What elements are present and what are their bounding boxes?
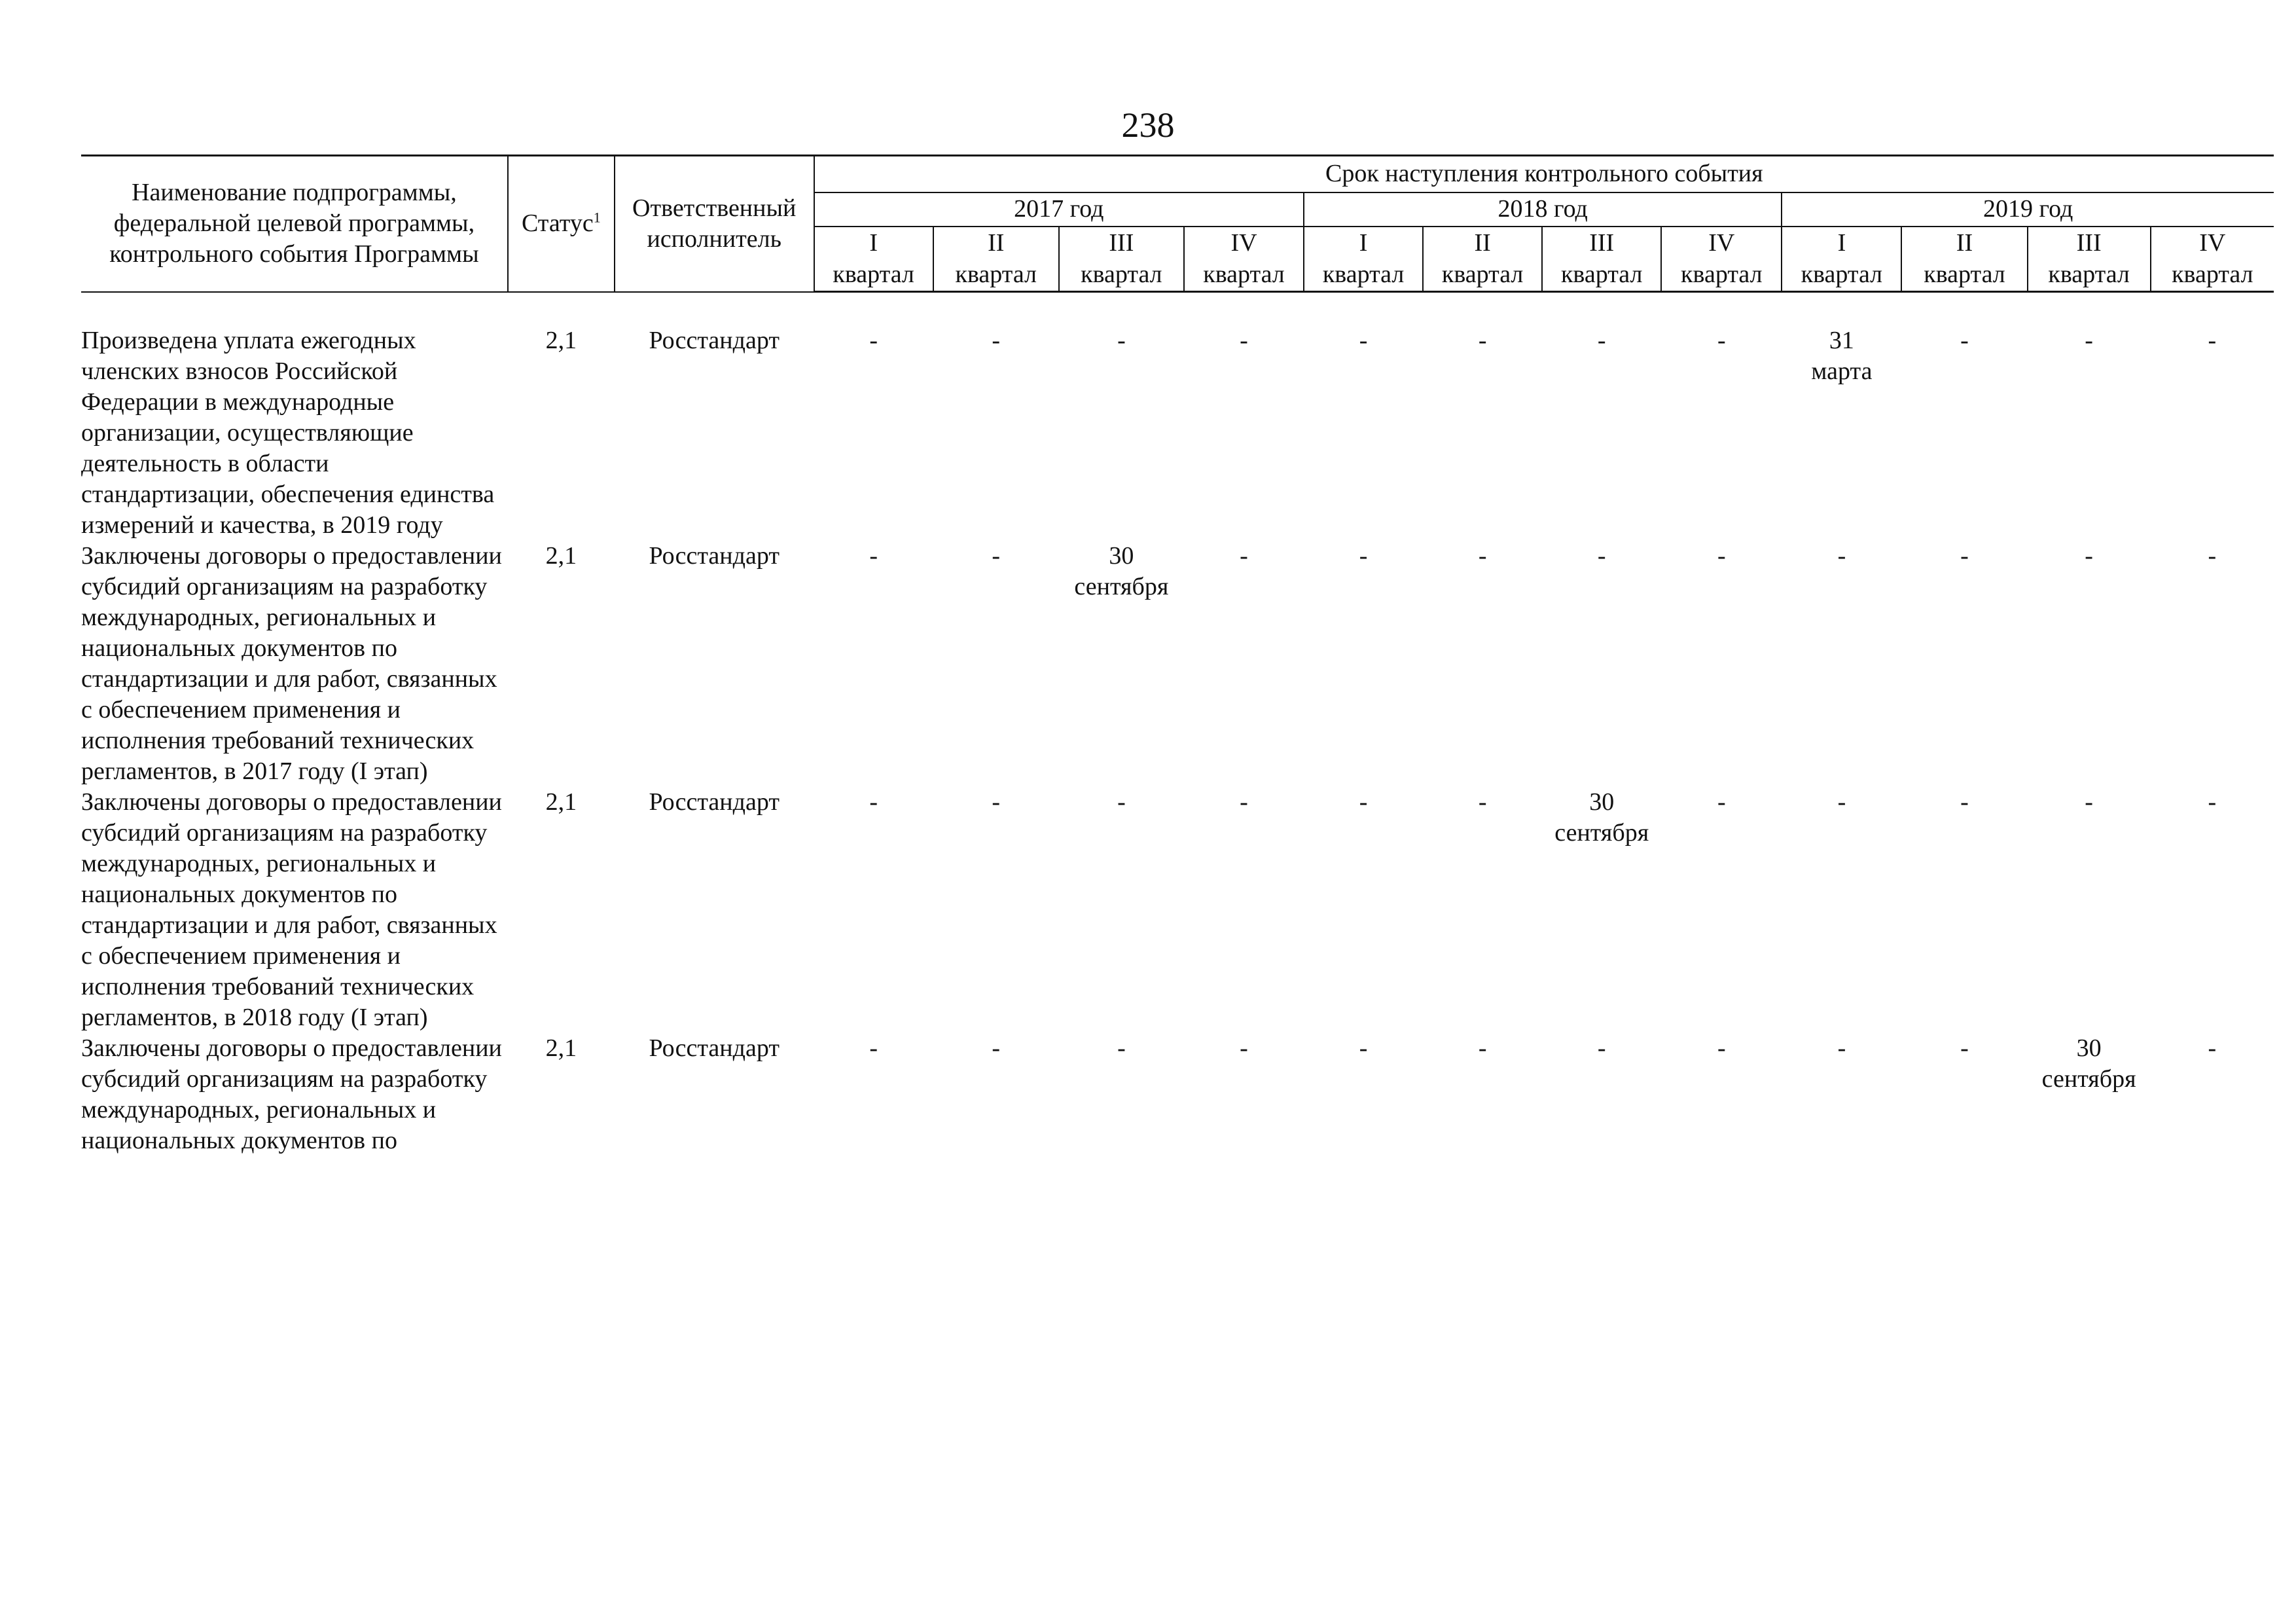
quarter-cell-2019-2: - bbox=[1960, 1034, 1969, 1062]
event-name-cell: Заключены договоры о предоставлении субсидий организациям на разработку международных, региональных и национальных документов по bbox=[81, 1034, 502, 1154]
table-row bbox=[81, 787, 2274, 1033]
status-cell: 2,1 bbox=[545, 542, 577, 570]
quarter-cell-2017-1: - bbox=[869, 1034, 878, 1062]
quarter-cell-2019-1: - bbox=[1837, 1034, 1846, 1062]
quarter-numeral-2018-3: III bbox=[1542, 227, 1661, 259]
table-row bbox=[81, 325, 2274, 541]
quarter-numeral-2018-4: IV bbox=[1661, 227, 1782, 259]
quarter-cell-2018-1: - bbox=[1359, 542, 1368, 570]
quarter-cell-2019-2: - bbox=[1960, 542, 1969, 570]
quarter-label-2018-1: квартал bbox=[1304, 259, 1423, 292]
quarter-numeral-2017-3: III bbox=[1059, 227, 1184, 259]
quarter-label-2017-1: квартал bbox=[814, 259, 933, 292]
quarter-numeral-2019-3: III bbox=[2028, 227, 2151, 259]
quarter-numeral-2017-4: IV bbox=[1184, 227, 1304, 259]
event-name-cell: Заключены договоры о предоставлении субсидий организациям на разработку международных, региональных и национальных документов по стандартизации и для работ, связанных с обеспечением применения и исполнения требований технических регламентов, в 2017 году (I этап) bbox=[81, 542, 502, 785]
header-executor-column: Ответственный исполнитель bbox=[615, 156, 814, 292]
quarter-cell-2017-4: - bbox=[1240, 1034, 1248, 1062]
quarter-label-2019-2: квартал bbox=[1901, 259, 2027, 292]
header-status-column bbox=[508, 156, 615, 292]
quarter-numeral-2017-1: I bbox=[814, 227, 933, 259]
status-cell: 2,1 bbox=[545, 327, 577, 354]
control-events-table bbox=[81, 155, 2274, 1156]
quarter-cell-2018-1: - bbox=[1359, 788, 1368, 816]
quarter-cell-2019-1: - bbox=[1837, 788, 1846, 816]
quarter-cell-2018-2: - bbox=[1478, 542, 1487, 570]
event-name-cell: Произведена уплата ежегодных членских взносов Российской Федерации в международные организации, осуществляющие деятельность в области стандартизации, обеспечения единства измерений и качества, в 2019 году bbox=[81, 327, 495, 539]
quarter-label-2017-2: квартал bbox=[933, 259, 1059, 292]
quarter-cell-2019-3: 30 сентября bbox=[2041, 1034, 2136, 1093]
quarter-label-2019-3: квартал bbox=[2028, 259, 2151, 292]
quarter-cell-2017-2: - bbox=[992, 542, 1001, 570]
header-year-2017: 2017 год bbox=[814, 192, 1304, 227]
quarter-cell-2018-3: - bbox=[1597, 327, 1606, 354]
header-year-2019: 2019 год bbox=[1782, 192, 2274, 227]
quarter-cell-2017-1: - bbox=[869, 542, 878, 570]
quarter-numeral-2017-2: II bbox=[933, 227, 1059, 259]
executor-cell: Росстандарт bbox=[649, 788, 780, 816]
quarter-cell-2019-3: - bbox=[2085, 542, 2093, 570]
quarter-cell-2019-2: - bbox=[1960, 788, 1969, 816]
table-row bbox=[81, 1033, 2274, 1156]
quarter-cell-2017-4: - bbox=[1240, 542, 1248, 570]
quarter-cell-2019-1: 31 марта bbox=[1811, 327, 1873, 385]
quarter-numeral-2019-2: II bbox=[1901, 227, 2027, 259]
quarter-cell-2017-2: - bbox=[992, 788, 1001, 816]
quarter-numeral-2018-1: I bbox=[1304, 227, 1423, 259]
quarter-cell-2018-1: - bbox=[1359, 327, 1368, 354]
quarter-cell-2017-1: - bbox=[869, 327, 878, 354]
table-row bbox=[81, 541, 2274, 787]
header-deadline-group: Срок наступления контрольного события bbox=[814, 156, 2274, 192]
executor-cell: Росстандарт bbox=[649, 327, 780, 354]
quarter-label-2019-1: квартал bbox=[1782, 259, 1901, 292]
quarter-cell-2018-1: - bbox=[1359, 1034, 1368, 1062]
quarter-cell-2019-4: - bbox=[2208, 788, 2217, 816]
header-year-2018: 2018 год bbox=[1304, 192, 1782, 227]
header-name-column: Наименование подпрограммы, федеральной целевой программы, контрольного события Программы bbox=[81, 156, 508, 292]
quarter-cell-2017-4: - bbox=[1240, 327, 1248, 354]
quarter-cell-2018-2: - bbox=[1478, 327, 1487, 354]
quarter-cell-2019-3: - bbox=[2085, 327, 2093, 354]
quarter-cell-2017-2: - bbox=[992, 1034, 1001, 1062]
table-spacer-row bbox=[81, 292, 2274, 326]
quarter-cell-2018-3: 30 сентября bbox=[1554, 788, 1649, 847]
status-cell: 2,1 bbox=[545, 788, 577, 816]
quarter-cell-2019-4: - bbox=[2208, 542, 2217, 570]
quarter-cell-2017-3: 30 сентября bbox=[1074, 542, 1169, 600]
table-spacer-cell bbox=[81, 292, 2274, 326]
quarter-cell-2018-2: - bbox=[1478, 788, 1487, 816]
quarter-numeral-2018-2: II bbox=[1423, 227, 1542, 259]
quarter-cell-2017-4: - bbox=[1240, 788, 1248, 816]
quarter-cell-2017-2: - bbox=[992, 327, 1001, 354]
quarter-cell-2019-4: - bbox=[2208, 327, 2217, 354]
quarter-cell-2018-4: - bbox=[1717, 327, 1726, 354]
quarter-label-2017-3: квартал bbox=[1059, 259, 1184, 292]
quarter-cell-2019-3: - bbox=[2085, 788, 2093, 816]
quarter-cell-2018-4: - bbox=[1717, 1034, 1726, 1062]
quarter-label-2017-4: квартал bbox=[1184, 259, 1304, 292]
quarter-cell-2018-2: - bbox=[1478, 1034, 1487, 1062]
status-footnote-mark: 1 bbox=[593, 209, 601, 226]
quarter-cell-2018-4: - bbox=[1717, 542, 1726, 570]
quarter-cell-2017-1: - bbox=[869, 788, 878, 816]
quarter-label-2018-2: квартал bbox=[1423, 259, 1542, 292]
quarter-label-2018-3: квартал bbox=[1542, 259, 1661, 292]
quarter-numeral-2019-4: IV bbox=[2151, 227, 2274, 259]
quarter-numeral-2019-1: I bbox=[1782, 227, 1901, 259]
quarter-label-2018-4: квартал bbox=[1661, 259, 1782, 292]
quarter-label-2019-4: квартал bbox=[2151, 259, 2274, 292]
header-status-label: Статус bbox=[521, 210, 594, 238]
quarter-cell-2019-4: - bbox=[2208, 1034, 2217, 1062]
executor-cell: Росстандарт bbox=[649, 1034, 780, 1062]
quarter-cell-2017-3: - bbox=[1117, 1034, 1126, 1062]
quarter-cell-2018-3: - bbox=[1597, 542, 1606, 570]
status-cell: 2,1 bbox=[545, 1034, 577, 1062]
executor-cell: Росстандарт bbox=[649, 542, 780, 570]
quarter-cell-2019-1: - bbox=[1837, 542, 1846, 570]
quarter-cell-2018-3: - bbox=[1597, 1034, 1606, 1062]
quarter-cell-2019-2: - bbox=[1960, 327, 1969, 354]
event-name-cell: Заключены договоры о предоставлении субсидий организациям на разработку международных, региональных и национальных документов по стандартизации и для работ, связанных с обеспечением применения и исполнения требований технических регламентов, в 2018 году (I этап) bbox=[81, 788, 502, 1031]
quarter-cell-2017-3: - bbox=[1117, 327, 1126, 354]
quarter-cell-2018-4: - bbox=[1717, 788, 1726, 816]
page-number: 238 bbox=[1121, 105, 1175, 145]
quarter-cell-2017-3: - bbox=[1117, 788, 1126, 816]
